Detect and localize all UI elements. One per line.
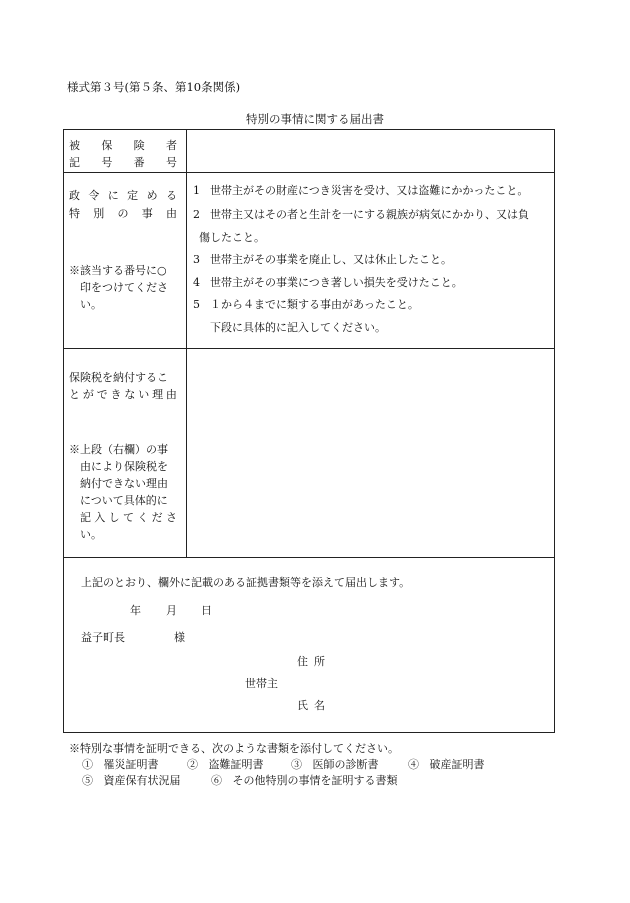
doc-item-5 <box>82 772 181 788</box>
honorific: 様 <box>174 631 185 644</box>
cannot-pay-note-line5: 記 入 し て く だ さ <box>80 511 177 524</box>
doc-name: その他特別の事情を証明する書類 <box>232 774 398 787</box>
cannot-pay-label <box>69 386 177 402</box>
row-divider <box>63 172 555 173</box>
doc-number: ⑤ <box>82 774 93 787</box>
reason-item-text: 世帯主又はその者と生計を一にする親族が病気にかかり、又は負 <box>210 208 529 221</box>
doc-number: ③ <box>291 758 302 771</box>
doc-number: ① <box>82 758 93 771</box>
cannot-pay-reason-field[interactable] <box>190 352 550 554</box>
doc-item-3 <box>291 756 379 772</box>
cannot-pay-note-line2: 由により保険税を <box>80 460 168 473</box>
reason-item-number: 2 <box>193 208 200 221</box>
row-divider <box>63 557 555 558</box>
column-divider <box>186 129 187 557</box>
reason-item-number: 3 <box>193 253 200 266</box>
reason-item-text: 傷したこと。 <box>199 231 265 244</box>
date-day-label: 日 <box>201 604 212 617</box>
doc-name: 罹災証明書 <box>103 758 159 771</box>
doc-name: 破産証明書 <box>429 758 485 771</box>
cannot-pay-label-line2: と が で き な い 理 由 <box>69 388 177 401</box>
reason-item-text: 世帯主がその事業につき著しい損失を受けたこと。 <box>210 276 463 289</box>
doc-number: ② <box>187 758 198 771</box>
date-month-label: 月 <box>166 604 177 617</box>
doc-item-6 <box>211 772 398 788</box>
reason-label-line1: 政 令 に 定 め る <box>69 189 177 202</box>
reason-item-text: 世帯主がその財産につき災害を受け、又は盗難にかかったこと。 <box>210 184 529 197</box>
doc-name: 盗難証明書 <box>208 758 264 771</box>
form-number: 様式第３号(第５条、第10条関係) <box>67 80 241 94</box>
insured-label <box>69 137 177 153</box>
name-field[interactable] <box>345 694 540 712</box>
reason-item-number: 5 <box>193 298 200 311</box>
doc-number: ④ <box>408 758 419 771</box>
reason-item-number: 4 <box>193 276 200 289</box>
cannot-pay-note-line6: い。 <box>80 528 102 541</box>
reason-label-line2: 特 別 の 事 由 <box>69 207 177 220</box>
cannot-pay-note-line4: について具体的に <box>80 494 168 507</box>
cannot-pay-note-line1: ※上段（右欄）の事 <box>69 443 168 456</box>
name-label: 氏名 <box>297 699 331 712</box>
cannot-pay-note-5 <box>80 509 177 525</box>
reason-item-1[interactable] <box>193 182 528 198</box>
reason-label <box>69 187 177 203</box>
document-title: 特別の事情に関する届出書 <box>246 112 384 126</box>
declaration-statement: 上記のとおり、欄外に記載のある証拠書類等を添えて届出します。 <box>81 576 411 589</box>
reason-note-line2: 印をつけてくださ <box>80 281 168 294</box>
addressee: 益子町長 <box>81 631 125 644</box>
row-divider <box>63 348 555 349</box>
insured-label-line1: 被 保 険 者 <box>69 139 177 152</box>
reason-note-line1: ※該当する番号に○ <box>69 264 167 277</box>
reason-label-2 <box>69 205 177 221</box>
doc-item-4 <box>408 756 485 772</box>
householder-label: 世帯主 <box>245 677 278 690</box>
doc-name: 資産保有状況届 <box>103 774 181 787</box>
address-field[interactable] <box>345 650 540 668</box>
insured-number-field[interactable] <box>190 132 550 170</box>
date-year-label: 年 <box>130 604 141 617</box>
insured-number-label <box>69 154 177 170</box>
cannot-pay-note-line3: 納付できない理由 <box>80 477 168 490</box>
reason-item-number: 1 <box>193 184 200 197</box>
reason-item-5-cont <box>210 319 386 335</box>
reason-item-4[interactable] <box>193 274 463 290</box>
reason-item-text: １から４までに類する事由があったこと。 <box>210 298 419 311</box>
doc-number: ⑥ <box>211 774 222 787</box>
address-label: 住所 <box>297 655 331 668</box>
doc-item-1 <box>82 756 159 772</box>
reason-item-3[interactable] <box>193 251 452 267</box>
reason-item-text: 世帯主がその事業を廃止し、又は休止したこと。 <box>210 253 452 266</box>
reason-item-5[interactable] <box>193 296 419 312</box>
reason-item-2-cont <box>199 229 265 245</box>
insured-label-line2: 記 号 番 号 <box>69 156 177 169</box>
reason-note-line3: い。 <box>80 298 102 311</box>
attachment-note: ※特別な事情を証明できる、次のような書類を添付してください。 <box>69 742 399 755</box>
doc-name: 医師の診断書 <box>312 758 379 771</box>
reason-item-2[interactable] <box>193 206 529 222</box>
reason-item-text: 下段に具体的に記入してください。 <box>210 321 386 334</box>
doc-item-2 <box>187 756 264 772</box>
cannot-pay-label-line1: 保険税を納付するこ <box>69 371 168 384</box>
